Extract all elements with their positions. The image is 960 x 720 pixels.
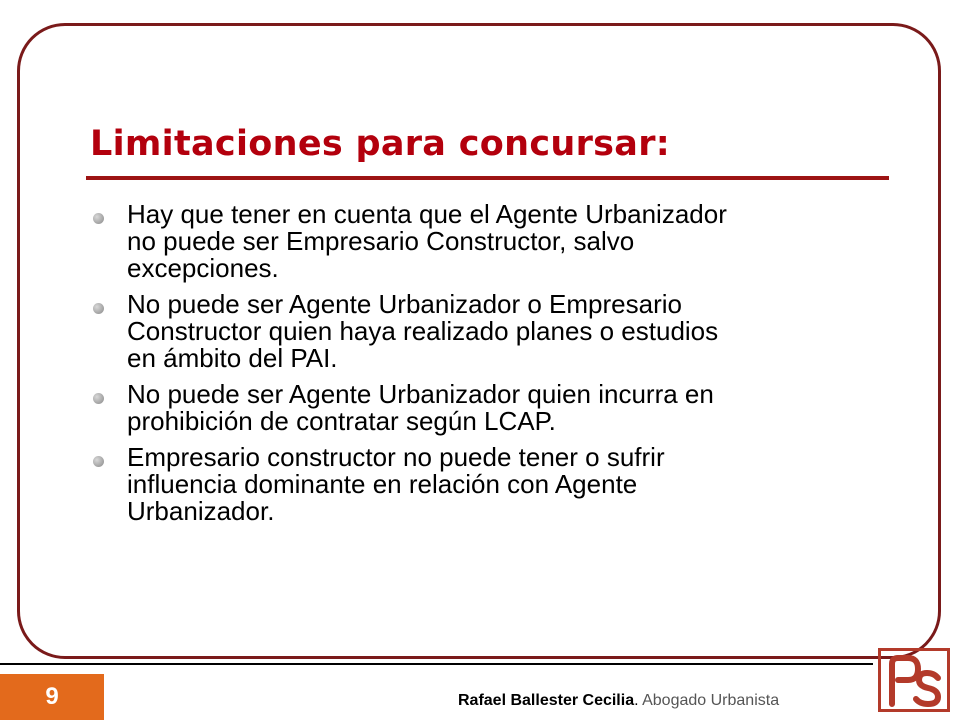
bullet-line: excepciones.	[127, 253, 279, 283]
bullet-line: Urbanizador.	[127, 496, 275, 526]
author-separator: .	[634, 692, 643, 709]
author-role: Abogado Urbanista	[642, 692, 780, 709]
bullet-dot-icon	[93, 393, 104, 404]
bullet-item	[93, 444, 883, 525]
bullet-dot-icon	[93, 303, 104, 314]
author-name: Rafael Ballester Cecilia	[458, 692, 635, 709]
page-number: 9	[45, 683, 59, 710]
bullet-line: Constructor quien haya realizado planes o estudios	[127, 316, 719, 346]
bullet-line: prohibición de contratar según LCAP.	[127, 406, 556, 436]
title-underline	[86, 176, 889, 180]
bullet-item	[93, 291, 883, 372]
page-number-badge	[0, 674, 104, 720]
slide-title: Limitaciones para concursar:	[90, 124, 671, 164]
bullet-line: influencia dominante en relación con Agente	[127, 469, 638, 499]
bullet-line: Hay que tener en cuenta que el Agente Urbanizador	[127, 199, 727, 229]
footer-divider	[0, 663, 873, 665]
bullet-line: No puede ser Agente Urbanizador o Empresario	[127, 289, 682, 319]
bullet-item	[93, 381, 883, 435]
bullet-dot-icon	[93, 213, 104, 224]
bullet-line: Empresario constructor no puede tener o sufrir	[127, 442, 665, 472]
bullet-line: en ámbito del PAI.	[127, 343, 338, 373]
bullet-dot-icon	[93, 456, 104, 467]
footer-credit	[458, 692, 779, 710]
bullet-line: no puede ser Empresario Constructor, salvo	[127, 226, 635, 256]
ps-monogram-logo-icon	[878, 648, 950, 712]
bullet-item	[93, 201, 883, 282]
bullet-list	[93, 201, 883, 534]
bullet-line: No puede ser Agente Urbanizador quien incurra en	[127, 379, 714, 409]
